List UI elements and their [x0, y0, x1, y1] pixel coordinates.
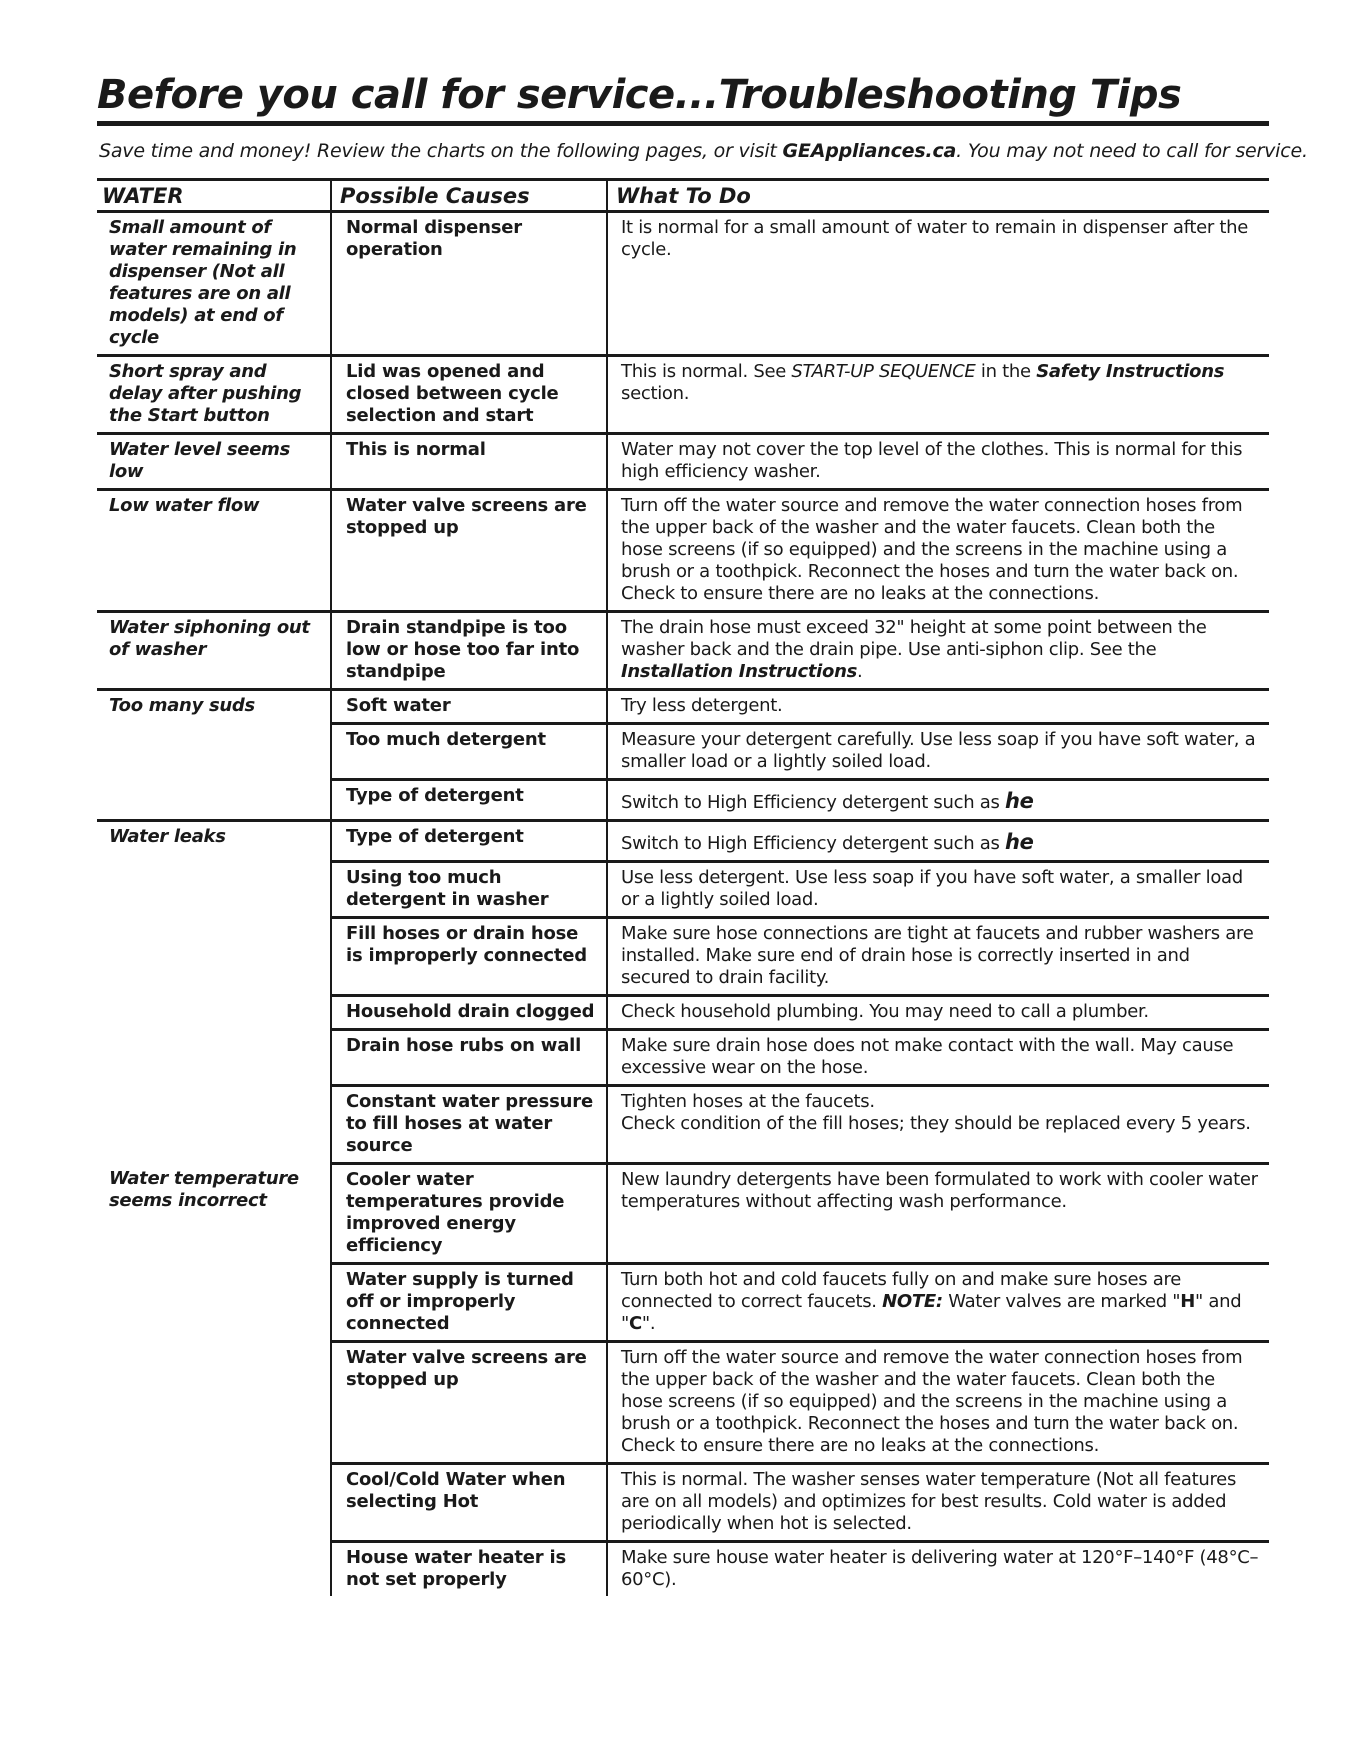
- cause-cell: Constant water pressure to fill hoses at water source: [331, 1086, 607, 1164]
- cause-cell: Cool/Cold Water when selecting Hot: [331, 1464, 607, 1542]
- table-row: [97, 490, 1269, 612]
- table-row: [97, 212, 1269, 356]
- cause-cell: House water heater is not set properly: [331, 1542, 607, 1597]
- cause-cell: Fill hoses or drain hose is improperly connected: [331, 918, 607, 996]
- he-logo-mark: he: [1004, 789, 1034, 813]
- table-row: [97, 356, 1269, 434]
- todo-cell: This is normal. See START-UP SEQUENCE in the Safety Instructions section.: [607, 356, 1269, 434]
- header-causes: Possible Causes: [331, 181, 607, 212]
- problem-cell: Water level seems low: [97, 434, 331, 490]
- header-what-to-do: What To Do: [607, 181, 1269, 212]
- cause-cell: Drain hose rubs on wall: [331, 1030, 607, 1086]
- table-row: [97, 1164, 1269, 1264]
- page-title: Before you call for service...Troubleshooting Tips: [97, 72, 1182, 118]
- cause-cell: This is normal: [331, 434, 607, 490]
- todo-cell: The drain hose must exceed 32" height at some point between the washer back and the drain pipe. Use anti-siphon clip. See the Installation Instructions.: [607, 612, 1269, 690]
- todo-cell: Switch to High Efficiency detergent such as he: [607, 780, 1269, 821]
- cause-cell: Water valve screens are stopped up: [331, 490, 607, 612]
- header-problem: WATER: [97, 181, 331, 212]
- todo-cell: Water may not cover the top level of the clothes. This is normal for this high efficiency washer.: [607, 434, 1269, 490]
- problem-cell: Short spray and delay after pushing the Start button: [97, 356, 331, 434]
- title-rule: [97, 121, 1269, 126]
- problem-cell: Water temperature seems incorrect: [109, 1167, 299, 1211]
- todo-cell: Check household plumbing. You may need to call a plumber.: [607, 996, 1269, 1030]
- todo-cell: Make sure hose connections are tight at faucets and rubber washers are installed. Make sure end of drain hose is correctly inserted in and secured to drain facility.: [607, 918, 1269, 996]
- todo-cell: Turn off the water source and remove the water connection hoses from the upper back of the washer and the water faucets. Clean both the hose screens (if so equipped) and the screens in the machine using a brush or a toothpick. Reconnect the hoses and turn the water back on. Check to ensure there are no leaks at the connections.: [607, 490, 1269, 612]
- problem-cell: Too many suds: [97, 690, 331, 821]
- cause-cell: Household drain clogged: [331, 996, 607, 1030]
- table-row: [97, 690, 1269, 724]
- cause-cell: Using too much detergent in washer: [331, 862, 607, 918]
- cause-cell: Normal dispenser operation: [331, 212, 607, 356]
- table-row: [97, 612, 1269, 690]
- todo-cell: New laundry detergents have been formulated to work with cooler water temperatures without affecting wash performance.: [607, 1164, 1269, 1264]
- todo-cell: Make sure house water heater is delivering water at 120°F–140°F (48°C–60°C).: [607, 1542, 1269, 1597]
- website-link: GEAppliances.ca: [782, 140, 957, 162]
- todo-cell: Try less detergent.: [607, 690, 1269, 724]
- cause-cell: Cooler water temperatures provide improved energy efficiency: [331, 1164, 607, 1264]
- todo-cell: It is normal for a small amount of water to remain in dispenser after the cycle.: [607, 212, 1269, 356]
- table-row: [97, 821, 1269, 862]
- todo-cell: Switch to High Efficiency detergent such as he: [607, 821, 1269, 862]
- todo-cell: Measure your detergent carefully. Use less soap if you have soft water, a smaller load or a lightly soiled load.: [607, 724, 1269, 780]
- cause-cell: Water supply is turned off or improperly connected: [331, 1264, 607, 1342]
- cause-cell: Type of detergent: [331, 821, 607, 862]
- todo-cell: Turn off the water source and remove the water connection hoses from the upper back of the washer and the water faucets. Clean both the hose screens (if so equipped) and the screens in the machine using a brush or a toothpick. Reconnect the hoses and turn the water back on. Check to ensure there are no leaks at the connections.: [607, 1342, 1269, 1464]
- table-row: [97, 434, 1269, 490]
- todo-cell: Make sure drain hose does not make contact with the wall. May cause excessive wear on the hose.: [607, 1030, 1269, 1086]
- cause-cell: Too much detergent: [331, 724, 607, 780]
- todo-cell: Tighten hoses at the faucets. Check condition of the fill hoses; they should be replaced every 5 years.: [607, 1086, 1269, 1164]
- todo-cell: Turn both hot and cold faucets fully on and make sure hoses are connected to correct faucets. NOTE: Water valves are marked "H" and "C".: [607, 1264, 1269, 1342]
- table-header-row: [97, 181, 1269, 212]
- cause-cell: Drain standpipe is too low or hose too far into standpipe: [331, 612, 607, 690]
- todo-cell: Use less detergent. Use less soap if you have soft water, a smaller load or a lightly soiled load.: [607, 862, 1269, 918]
- cause-cell: Type of detergent: [331, 780, 607, 821]
- problem-cell: Water siphoning out of washer: [97, 612, 331, 690]
- problem-cell: Small amount of water remaining in dispenser (Not all features are on all models) at end of cycle: [97, 212, 331, 356]
- intro-text: Save time and money! Review the charts on the following pages, or visit GEAppliances.ca. You may not need to call for service.: [99, 140, 1308, 162]
- cause-cell: Water valve screens are stopped up: [331, 1342, 607, 1464]
- problem-cell: Water leaks: [109, 826, 226, 847]
- troubleshooting-table: [97, 181, 1269, 1596]
- cause-cell: Soft water: [331, 690, 607, 724]
- cause-cell: Lid was opened and closed between cycle selection and start: [331, 356, 607, 434]
- he-logo-mark: he: [1004, 830, 1034, 854]
- todo-cell: This is normal. The washer senses water temperature (Not all features are on all models) and optimizes for best results. Cold water is added periodically when hot is selected.: [607, 1464, 1269, 1542]
- problem-cell: Low water flow: [97, 490, 331, 612]
